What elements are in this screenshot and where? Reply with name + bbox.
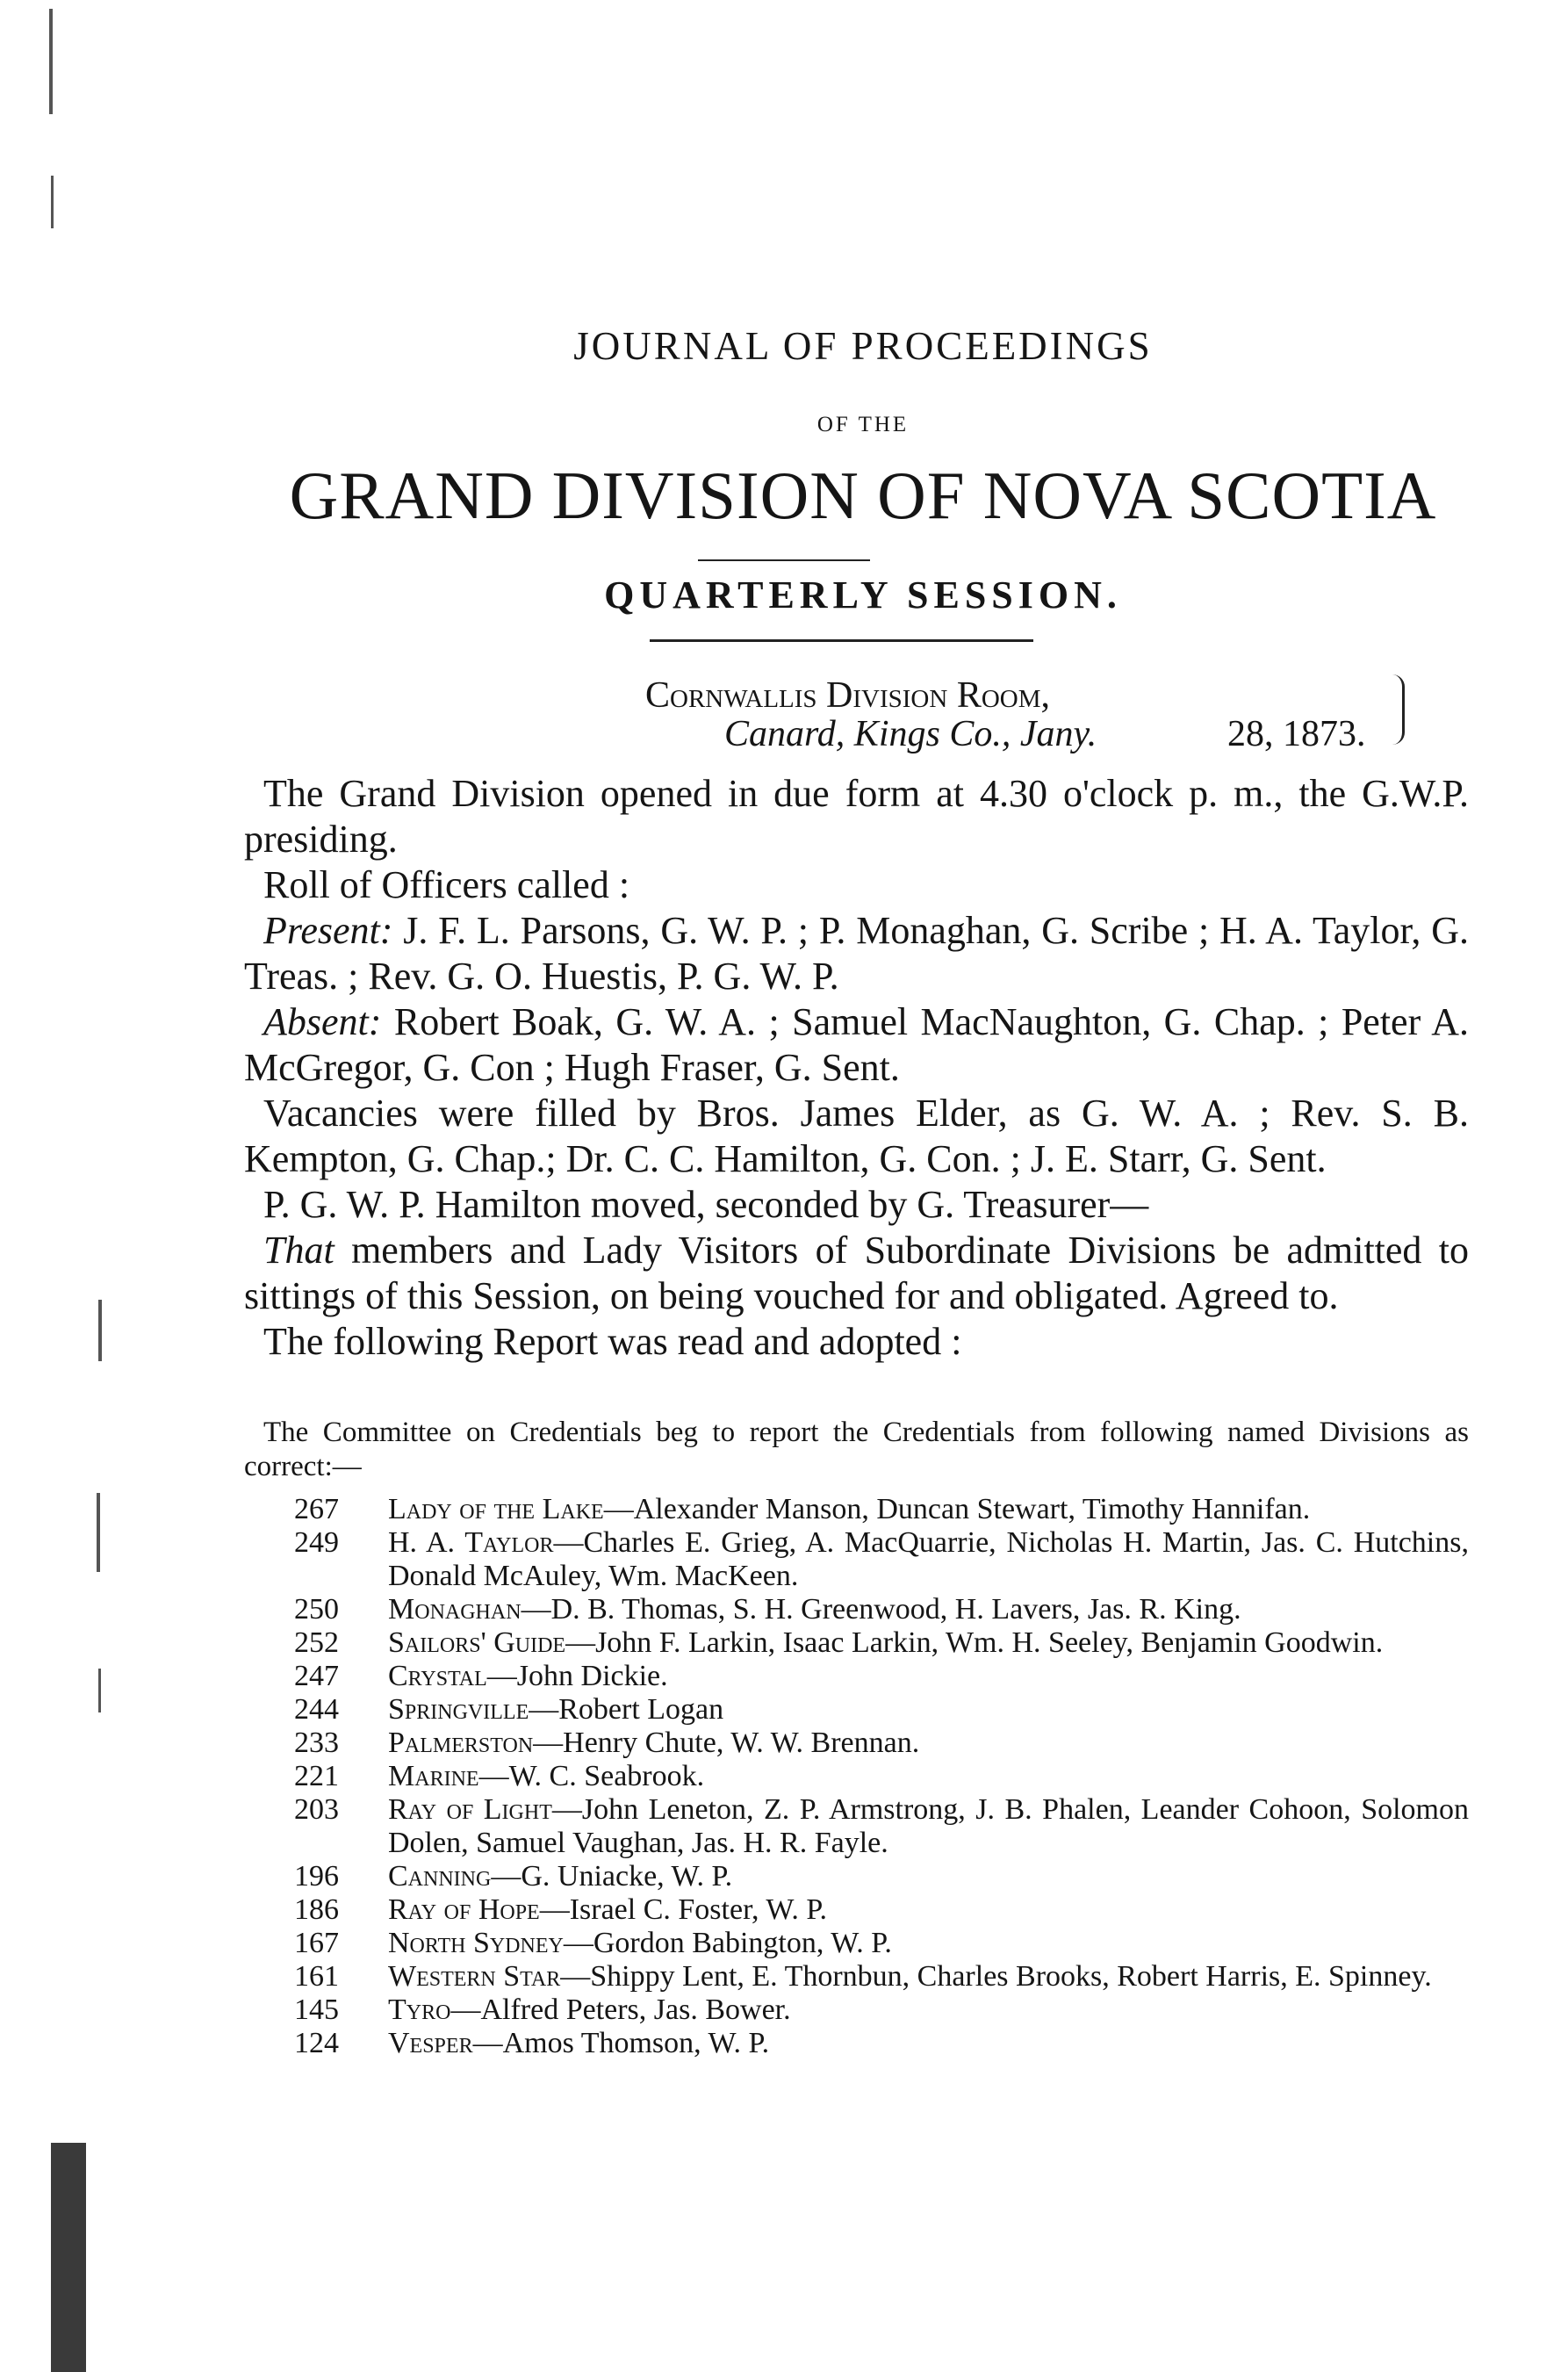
division-name: Sailors' Guide <box>388 1626 566 1659</box>
scan-mark <box>98 1669 101 1712</box>
proceedings-body <box>244 771 1469 1365</box>
that-text: members and Lady Visitors of Subordinate Divisions be admitted to sittings of this Session, on being vouched for and obligated. Agreed to. <box>244 1229 1470 1317</box>
division-representatives: —Amos Thomson, W. P. <box>472 2027 770 2059</box>
present-label: Present: <box>263 909 393 952</box>
division-text <box>388 1593 1469 1626</box>
division-text <box>388 1893 1469 1927</box>
division-name: Palmerston <box>388 1727 534 1759</box>
division-text <box>388 1727 1469 1760</box>
opened-paragraph: The Grand Division opened in due form at 4.30 o'clock p. m., the G.W.P. presiding. <box>244 772 1469 861</box>
present-paragraph <box>244 908 1469 999</box>
division-representatives: —Robert Logan <box>529 1693 724 1726</box>
division-number: 249 <box>294 1526 339 1559</box>
division-text <box>388 2027 1469 2060</box>
division-number: 196 <box>294 1860 339 1893</box>
division-representatives: —John Leneton, Z. P. Armstrong, J. B. Phalen, Leander Cohoon, Solomon Dolen, Samuel Vaughan, Jas. H. R. Fayle. <box>388 1793 1469 1859</box>
division-representatives: —John F. Larkin, Isaac Larkin, Wm. H. Seeley, Benjamin Goodwin. <box>565 1626 1384 1659</box>
division-list <box>277 1493 1469 2060</box>
grand-division-title: GRAND DIVISION OF NOVA SCOTIA <box>289 458 1437 533</box>
journal-title: JOURNAL OF PROCEEDINGS <box>573 324 1153 368</box>
absent-text: Robert Boak, G. W. A. ; Samuel MacNaughton, G. Chap. ; Peter A. McGregor, G. Con ; Hugh Fraser, G. Sent. <box>244 1000 1470 1089</box>
division-name: Crystal <box>388 1660 487 1692</box>
division-representatives: —Israel C. Foster, W. P. <box>539 1893 828 1926</box>
moved-paragraph: P. G. W. P. Hamilton moved, seconded by G. Treasurer— <box>263 1183 1149 1226</box>
division-text <box>388 1860 1469 1893</box>
division-text <box>388 1960 1469 1993</box>
division-representatives: —Charles E. Grieg, A. MacQuarrie, Nicholas H. Martin, Jas. C. Hutchins, Donald McAuley, Wm. MacKeen. <box>388 1526 1469 1592</box>
committee-text: The Committee on Credentials beg to report the Credentials from following named Divisions as correct:— <box>244 1417 1469 1482</box>
division-number: 247 <box>294 1660 339 1692</box>
title-rule <box>698 559 870 561</box>
division-name: Canning <box>388 1860 492 1893</box>
division-entry <box>277 1960 1469 1993</box>
division-text <box>388 1760 1469 1793</box>
place-room: Cornwallis Division Room, <box>645 675 1051 716</box>
scan-mark <box>51 2143 86 2372</box>
division-name: Marine <box>388 1760 479 1792</box>
division-number: 186 <box>294 1893 339 1926</box>
scan-mark <box>98 1300 102 1361</box>
that-paragraph <box>244 1228 1469 1319</box>
report-paragraph: The following Report was read and adopted : <box>263 1320 962 1363</box>
division-text <box>388 1493 1469 1526</box>
brace <box>1390 674 1405 745</box>
absent-paragraph <box>244 999 1469 1091</box>
division-name: Springville <box>388 1693 529 1726</box>
division-number: 244 <box>294 1693 339 1726</box>
division-text <box>388 1793 1469 1860</box>
division-name: Ray of Light <box>388 1793 552 1826</box>
division-name: North Sydney <box>388 1927 564 1959</box>
scan-mark <box>49 9 53 114</box>
division-number: 221 <box>294 1760 339 1792</box>
that-label: That <box>263 1229 334 1272</box>
present-text: J. F. L. Parsons, G. W. P. ; P. Monaghan, G. Scribe ; H. A. Taylor, G. Treas. ; Rev. G. O. Huestis, P. G. W. P. <box>244 909 1470 998</box>
division-representatives: —John Dickie. <box>486 1660 668 1692</box>
division-name: Lady of the Lake <box>388 1493 604 1525</box>
division-representatives: —D. B. Thomas, S. H. Greenwood, H. Lavers, Jas. R. King. <box>521 1593 1241 1626</box>
division-number: 250 <box>294 1593 339 1626</box>
division-name: H. A. Taylor <box>388 1526 554 1559</box>
division-number: 203 <box>294 1793 339 1826</box>
division-number: 252 <box>294 1626 339 1659</box>
division-number: 267 <box>294 1493 339 1525</box>
division-representatives: —W. C. Seabrook. <box>478 1760 705 1792</box>
of-the-line: OF THE <box>816 413 910 436</box>
division-entry <box>277 1593 1469 1626</box>
place-location: Canard, Kings Co., Jany. <box>724 714 1097 754</box>
division-representatives: —Henry Chute, W. W. Brennan. <box>533 1727 920 1759</box>
division-entry <box>277 2027 1469 2060</box>
scan-mark <box>97 1493 100 1572</box>
division-representatives: —Alexander Manson, Duncan Stewart, Timothy Hannifan. <box>603 1493 1311 1525</box>
division-text <box>388 1660 1469 1693</box>
division-number: 124 <box>294 2027 339 2059</box>
division-entry <box>277 1860 1469 1893</box>
division-name: Ray of Hope <box>388 1893 540 1926</box>
division-name: Monaghan <box>388 1593 521 1626</box>
division-name: Western Star <box>388 1960 561 1993</box>
scan-mark <box>51 176 54 228</box>
division-text <box>388 1626 1469 1660</box>
roll-paragraph: Roll of Officers called : <box>263 863 630 906</box>
place-date: 28, 1873. <box>1227 714 1366 754</box>
division-entry <box>277 1727 1469 1760</box>
session-rule <box>650 639 1033 642</box>
absent-label: Absent: <box>263 1000 382 1043</box>
division-entry <box>277 1493 1469 1526</box>
division-entry <box>277 1993 1469 2027</box>
division-entry <box>277 1660 1469 1693</box>
division-text <box>388 1927 1469 1960</box>
division-number: 161 <box>294 1960 339 1993</box>
division-number: 233 <box>294 1727 339 1759</box>
division-representatives: —G. Uniacke, W. P. <box>491 1860 733 1893</box>
division-entry <box>277 1893 1469 1927</box>
division-entry <box>277 1927 1469 1960</box>
division-entry <box>277 1760 1469 1793</box>
committee-intro <box>244 1416 1469 1484</box>
division-entry <box>277 1626 1469 1660</box>
division-text <box>388 1993 1469 2027</box>
division-text <box>388 1526 1469 1593</box>
division-representatives: —Alfred Peters, Jas. Bower. <box>450 1993 791 2026</box>
division-name: Vesper <box>388 2027 473 2059</box>
session-title: QUARTERLY SESSION. <box>604 573 1122 616</box>
division-text <box>388 1693 1469 1727</box>
vacancies-paragraph: Vacancies were filled by Bros. James Elder, as G. W. A. ; Rev. S. B. Kempton, G. Chap.; Dr. C. C. Hamilton, G. Con. ; J. E. Starr, G. Sent. <box>244 1092 1469 1180</box>
division-entry <box>277 1526 1469 1593</box>
division-name: Tyro <box>388 1993 451 2026</box>
division-entry <box>277 1693 1469 1727</box>
division-entry <box>277 1793 1469 1860</box>
division-representatives: —Gordon Babington, W. P. <box>563 1927 892 1959</box>
division-number: 167 <box>294 1927 339 1959</box>
division-number: 145 <box>294 1993 339 2026</box>
division-representatives: —Shippy Lent, E. Thornbun, Charles Brooks, Robert Harris, E. Spinney. <box>560 1960 1432 1993</box>
